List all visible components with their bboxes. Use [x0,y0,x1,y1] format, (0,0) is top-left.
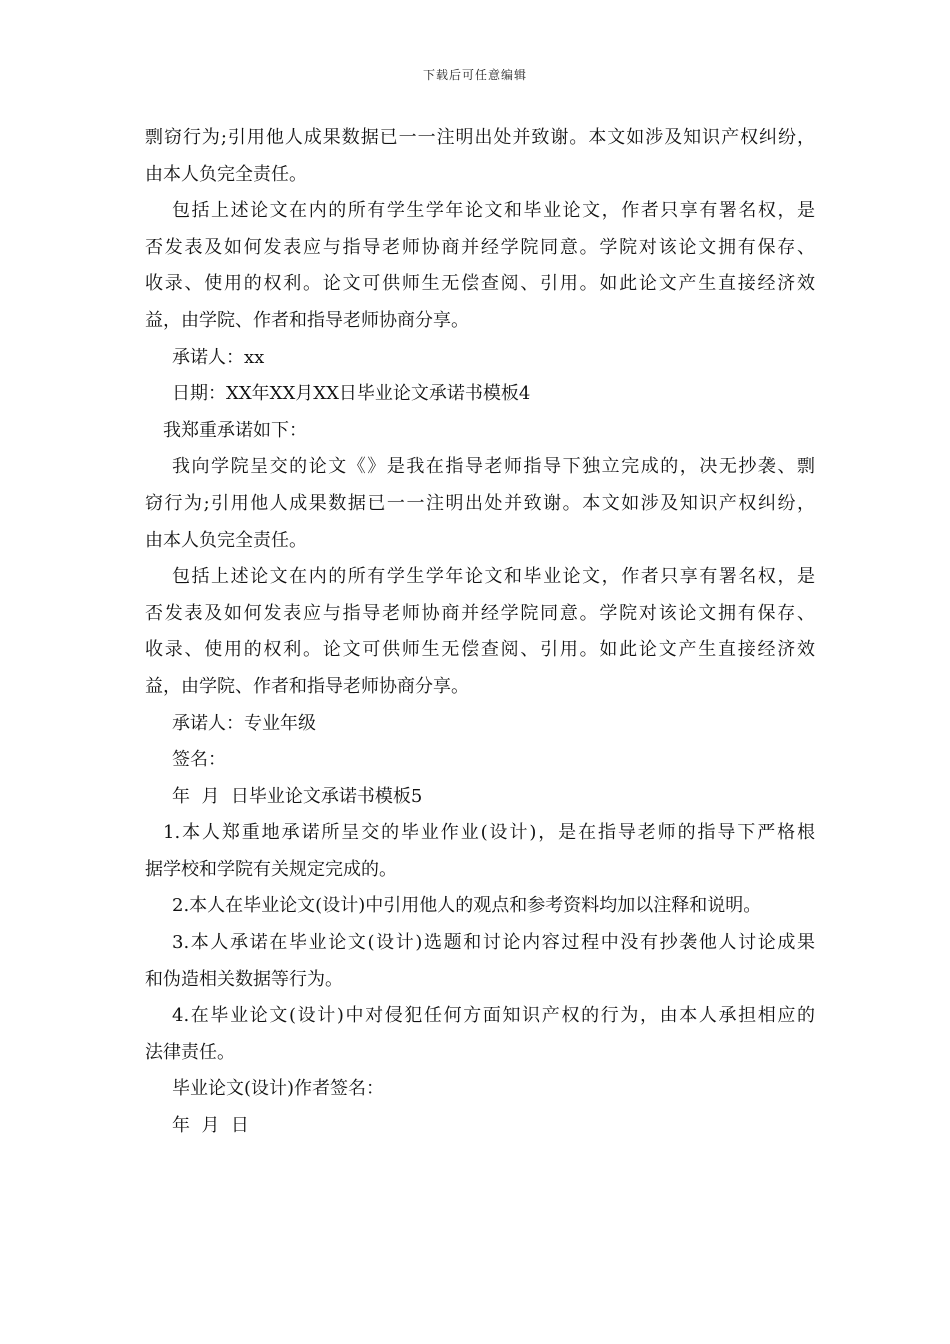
text-line: 2.本人在毕业论文(设计)中引用他人的观点和参考资料均加以注释和说明。 [172,895,762,917]
text-line: 包括上述论文在内的所有学生学年论文和毕业论文，作者只享有署名权，是 [172,200,815,222]
text-line: 法律责任。 [145,1041,235,1063]
text-line: 包括上述论文在内的所有学生学年论文和毕业论文，作者只享有署名权，是 [172,566,815,588]
text-line: 签名： [172,749,226,771]
text-line: 我向学院呈交的论文《》是我在指导老师指导下独立完成的，决无抄袭、剽 [172,456,815,478]
text-line: 据学校和学院有关规定完成的。 [145,858,397,880]
text-line: 由本人负完全责任。 [145,529,307,551]
text-line: 年 月 日毕业论文承诺书模板5 [172,785,423,807]
text-line: 4.在毕业论文(设计)中对侵犯任何方面知识产权的行为，由本人承担相应的 [172,1005,815,1027]
text-line: 益，由学院、作者和指导老师协商分享。 [145,675,469,697]
text-line: 3.本人承诺在毕业论文(设计)选题和讨论内容过程中没有抄袭他人讨论成果 [172,932,815,954]
text-line: 年 月 日 [172,1115,249,1137]
text-line: 承诺人：xx [172,346,265,368]
text-line: 否发表及如何发表应与指导老师协商并经学院同意。学院对该论文拥有保存、 [145,236,815,258]
text-line: 和伪造相关数据等行为。 [145,968,343,990]
text-line: 毕业论文(设计)作者签名： [172,1078,385,1100]
text-line: 我郑重承诺如下： [163,419,307,441]
text-line: 窃行为;引用他人成果数据已一一注明出处并致谢。本文如涉及知识产权纠纷， [145,492,815,514]
text-line: 1.本人郑重地承诺所呈交的毕业作业(设计)，是在指导老师的指导下严格根 [163,822,815,844]
text-line: 日期：XX年XX月XX日毕业论文承诺书模板4 [172,383,531,405]
document-body [145,120,815,1145]
page-header-note: 下载后可任意编辑 [422,68,527,82]
text-line: 收录、使用的权利。论文可供师生无偿查阅、引用。如此论文产生直接经济效 [145,273,815,295]
text-line: 剽窃行为;引用他人成果数据已一一注明出处并致谢。本文如涉及知识产权纠纷， [145,127,815,148]
text-line: 由本人负完全责任。 [145,163,307,185]
text-line: 益，由学院、作者和指导老师协商分享。 [145,309,469,331]
text-line: 承诺人：专业年级 [172,712,316,734]
text-line: 否发表及如何发表应与指导老师协商并经学院同意。学院对该论文拥有保存、 [145,602,815,624]
text-line: 收录、使用的权利。论文可供师生无偿查阅、引用。如此论文产生直接经济效 [145,639,815,661]
